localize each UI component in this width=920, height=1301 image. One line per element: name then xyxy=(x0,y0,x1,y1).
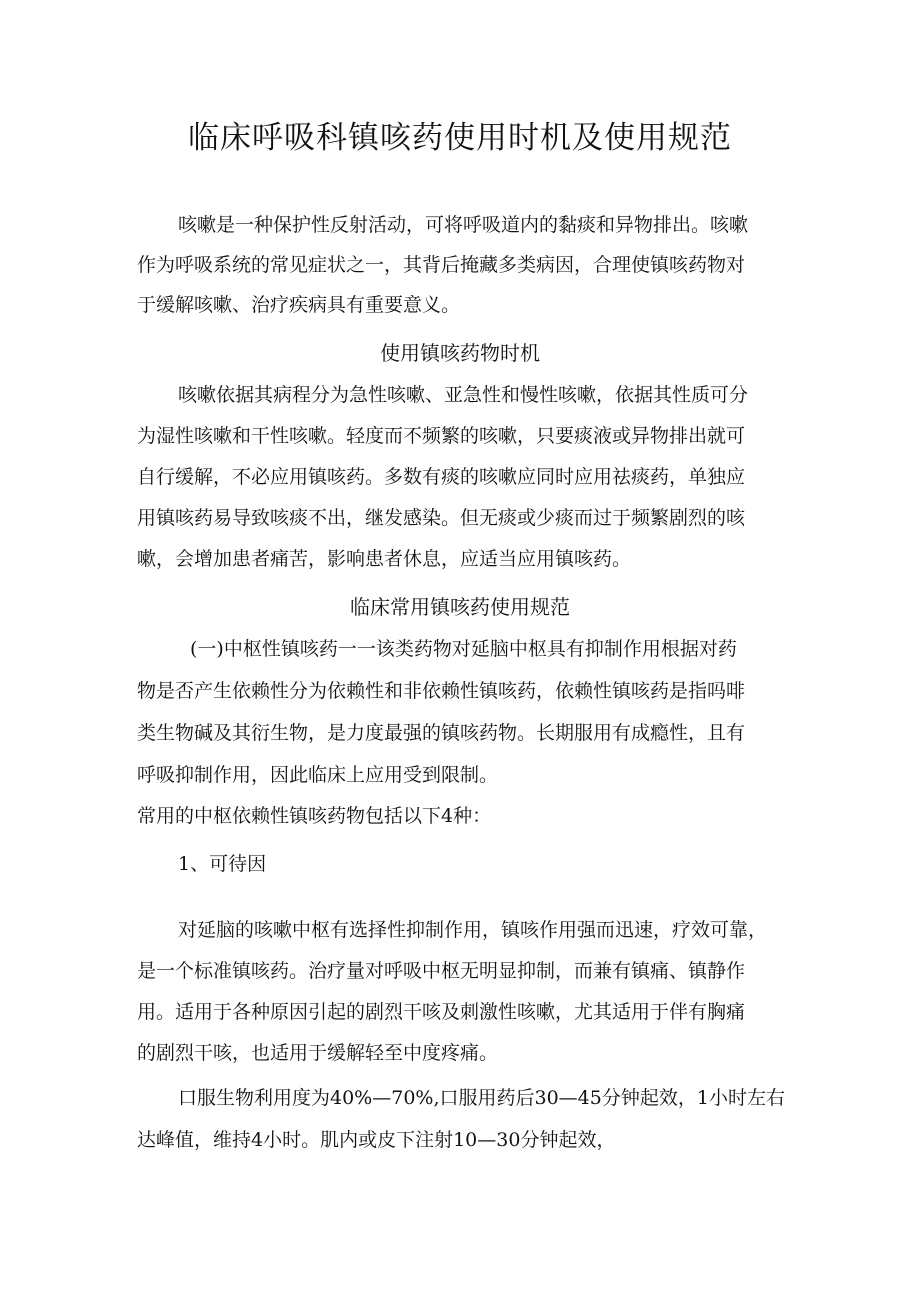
section2-para1-line-1: (一)中枢性镇咳药一一该类药物对延脑中枢具有抑制作用根据对药 xyxy=(190,638,737,660)
item1-para1-line-1: 对延脑的咳嗽中枢有选择性抑制作用，镇咳作用强而迅速，疗效可靠， xyxy=(178,919,768,941)
section-heading-timing: 使用镇咳药物时机 xyxy=(380,341,540,365)
section1-line-4: 用镇咳药易导致咳痰不出，继发感染。但无痰或少痰而过于频繁剧烈的咳 xyxy=(137,507,746,529)
section-heading-norms: 临床常用镇咳药使用规范 xyxy=(350,595,570,619)
section1-line-3: 自行缓解，不必应用镇咳药。多数有痰的咳嗽应同时应用祛痰药，单独应 xyxy=(137,466,746,488)
page-title: 临床呼吸科镇咳药使用时机及使用规范 xyxy=(188,120,732,156)
intro-line-2: 作为呼吸系统的常见症状之一，其背后掩藏多类病因，合理使镇咳药物对 xyxy=(137,254,746,276)
section1-line-2: 为湿性咳嗽和干性咳嗽。轻度而不频繁的咳嗽，只要痰液或异物排出就可 xyxy=(137,425,746,447)
item1-para2-line-2: 达峰值，维持4小时。肌内或皮下注射10—30分钟起效， xyxy=(137,1129,616,1151)
item1-heading: 1、可待因 xyxy=(178,853,267,875)
intro-line-3: 于缓解咳嗽、治疗疾病具有重要意义。 xyxy=(137,294,461,316)
item1-para1-line-4: 的剧烈干咳，也适用于缓解轻至中度疼痛。 xyxy=(137,1042,499,1064)
item1-para2-line-1: 口服生物利用度为40%—70%,口服用药后30—45分钟起效，1小时左右 xyxy=(178,1087,785,1109)
section2-para1-line-2: 物是否产生依赖性分为依赖性和非依赖性镇咳药，依赖性镇咳药是指吗啡 xyxy=(137,680,746,702)
section2-para1-line-3: 类生物碱及其衍生物，是力度最强的镇咳药物。长期服用有成瘾性，且有 xyxy=(137,722,746,744)
section1-line-5: 嗽，会增加患者痛苦，影响患者休息，应适当应用镇咳药。 xyxy=(137,548,632,570)
intro-line-1: 咳嗽是一种保护性反射活动，可将呼吸道内的黏痰和异物排出。咳嗽 xyxy=(178,214,749,236)
section2-para1-line-4: 呼吸抑制作用，因此临床上应用受到限制。 xyxy=(137,764,499,786)
item1-para1-line-3: 用。适用于各种原因引起的剧烈干咳及刺激性咳嗽，尤其适用于伴有胸痛 xyxy=(137,1001,746,1023)
section1-line-1: 咳嗽依据其病程分为急性咳嗽、亚急性和慢性咳嗽，依据其性质可分 xyxy=(178,384,749,406)
list-intro: 常用的中枢依赖性镇咳药物包括以下4种： xyxy=(137,805,492,827)
item1-para1-line-2: 是一个标准镇咳药。治疗量对呼吸中枢无明显抑制，而兼有镇痛、镇静作 xyxy=(137,960,746,982)
